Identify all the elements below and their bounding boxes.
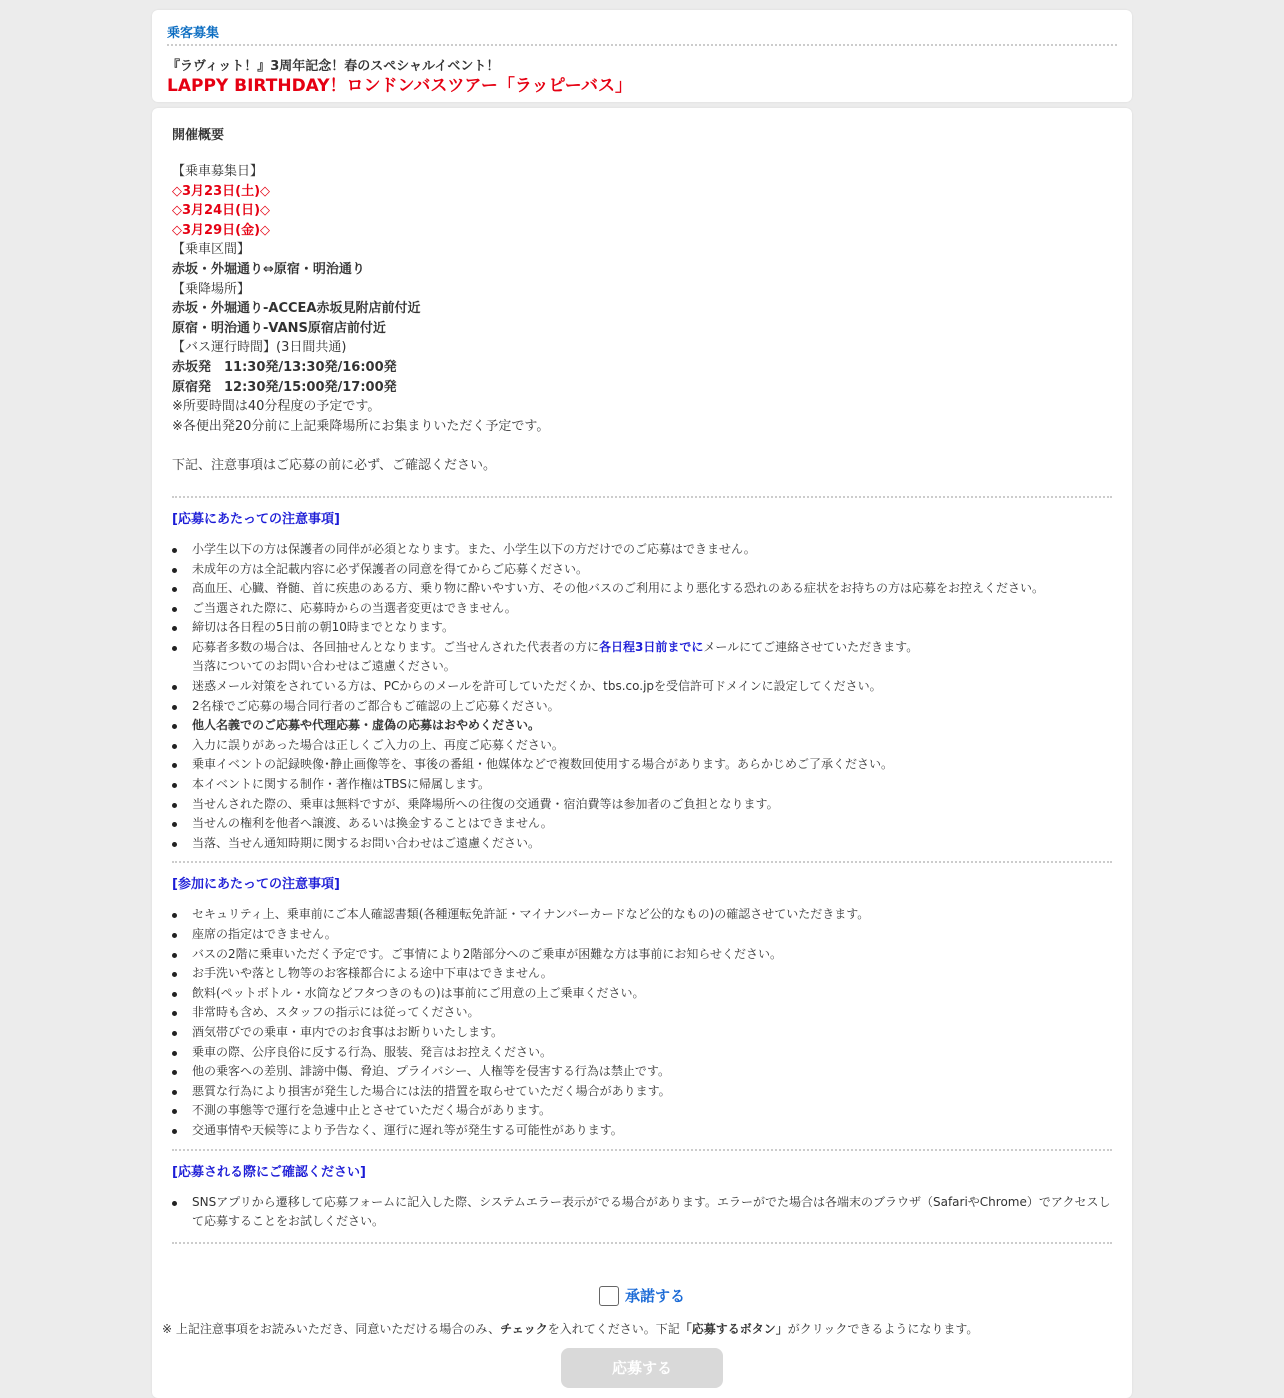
list-item: 非常時も含め、スタッフの指示には従ってください。 (192, 1003, 1112, 1023)
header-card (152, 10, 1132, 102)
application-notes-list (172, 540, 1112, 854)
date-item: ◇3月29日(金)◇ (172, 222, 271, 238)
route-value: 赤坂・外堀通り⇔原宿・明治通り (172, 261, 365, 277)
list-item: 本イベントに関する制作・著作権はTBSに帰属します。 (192, 775, 1112, 795)
lottery-deadline: 各日程3日前までに (599, 639, 704, 654)
section-label: 乗客募集 (167, 26, 220, 41)
remark: ※所要時間は40分程度の予定です。 (172, 399, 381, 415)
header-divider (167, 44, 1117, 46)
stop-label: 【乗降場所】 (172, 281, 251, 297)
list-item: 締切は各日程の5日前の朝10時までとなります。 (192, 618, 1112, 638)
event-subtitle: 『ラヴィット！』3周年記念！春のスペシャルイベント！ (167, 59, 500, 74)
list-item: お手洗いや落とし物等のお客様都合による途中下車はできません。 (192, 964, 1112, 984)
time-label: 【バス運行時間】(3日間共通) (172, 340, 347, 356)
list-item: 他の乗客への差別、誹謗中傷、脅迫、プライバシー、人権等を侵害する行為は禁止です。 (192, 1062, 1112, 1082)
overview-content (172, 124, 1112, 1244)
list-item: 悪質な行為により損害が発生した場合には法的措置を取らせていただく場合があります。 (192, 1082, 1112, 1102)
list-item: 当せんされた際の、乗車は無料ですが、乗降場所への往復の交通費・宿泊費等は参加者のご負担となります。 (192, 795, 1112, 815)
list-item: 乗車イベントの記録映像･静止画像等を、事後の番組・他媒体などで複数回使用する場合があります。あらかじめご了承ください。 (192, 755, 1112, 775)
list-item: SNSアプリから遷移して応募フォームに記入した際、システムエラー表示がでる場合があります。エラーがでた場合は各端末のブラウザ（SafariやChrome）でアクセスして応募することをお試しください。 (192, 1193, 1112, 1232)
date-item: ◇3月24日(日)◇ (172, 203, 271, 219)
agreement-note: ※ 上記注意事項をお読みいただき、同意いただける場合のみ、チェックを入れてください。下記「応募するボタン」がクリックできるようになります。 (162, 1322, 979, 1336)
list-item: 2名様でご応募の場合同行者のご都合もご確認の上ご応募ください。 (192, 697, 1112, 717)
recruit-label: 【乗車募集日】 (172, 164, 264, 179)
list-item (192, 716, 1112, 736)
list-item: 乗車の際、公序良俗に反する行為、服装、発言はお控えください。 (192, 1043, 1112, 1063)
confirm-notes-list (172, 1193, 1112, 1232)
list-item (192, 638, 1112, 677)
list-item: 迷惑メール対策をされている方は、PCからのメールを許可していただくか、tbs.co.jpを受信許可ドメインに設定してください。 (192, 677, 1112, 697)
route-label: 【乗車区間】 (172, 242, 251, 258)
time-value: 原宿発 12:30発/15:00発/17:00発 (172, 379, 397, 395)
list-item: 高血圧、心臓、脊髄、首に疾患のある方、乗り物に酔いやすい方、その他バスのご利用により悪化する恐れのある症状をお持ちの方は応募をお控えください。 (192, 579, 1112, 599)
remark: ※各便出発20分前に上記乗降場所にお集まりいただく予定です。 (172, 418, 550, 434)
participation-notes-heading: [参加にあたっての注意事項] (172, 877, 340, 893)
agree-checkbox[interactable] (599, 1286, 619, 1306)
date-item: ◇3月23日(土)◇ (172, 183, 271, 199)
note-button-emphasis: 「応募するボタン」 (679, 1322, 788, 1336)
list-item: 当落、当せん通知時期に関するお問い合わせはご遠慮ください。 (192, 834, 1112, 854)
list-item: 交通事情や天候等により予告なく、運行に遅れ等が発生する可能性があります。 (192, 1121, 1112, 1141)
bold-warning: 他人名義でのご応募や代理応募・虚偽の応募はおやめください。 (192, 718, 541, 733)
stop-value: 赤坂・外堀通り-ACCEA赤坂見附店前付近 (172, 301, 421, 317)
list-item: 不測の事態等で運行を急遽中止とさせていただく場合があります。 (192, 1101, 1112, 1121)
confirm-notes-heading: [応募される際にご確認ください] (172, 1164, 366, 1180)
note-check-emphasis: チェック (500, 1322, 548, 1336)
time-value: 赤坂発 11:30発/13:30発/16:00発 (172, 359, 397, 375)
section-divider (172, 1242, 1112, 1244)
apply-button[interactable]: 応募する (561, 1348, 723, 1388)
lottery-text: 当落についてのお問い合わせはご遠慮ください。 (192, 659, 456, 674)
list-item: 座席の指定はできません。 (192, 925, 1112, 945)
list-item: 飲料(ペットボトル・水筒などフタつきのもの)は事前にご用意の上ご乗車ください。 (192, 984, 1112, 1004)
list-item: バスの2階に乗車いただく予定です。ご事情により2階部分へのご乗車が困難な方は事前にお知らせください。 (192, 945, 1112, 965)
list-item: ご当選された際に、応募時からの当選者変更はできません。 (192, 599, 1112, 619)
list-item: 酒気帯びでの乗車・車内でのお食事はお断りいたします。 (192, 1023, 1112, 1043)
overview-heading: 開催概要 (172, 128, 225, 143)
list-item: 入力に誤りがあった場合は正しくご入力の上、再度ご応募ください。 (192, 736, 1112, 756)
lottery-text: 応募者多数の場合は、各回抽せんとなります。ご当せんされた代表者の方に (192, 639, 600, 654)
event-title: LAPPY BIRTHDAY！ロンドンバスツアー「ラッピーバス」 (167, 76, 632, 96)
list-item: 当せんの権利を他者へ譲渡、あるいは換金することはできません。 (192, 814, 1112, 834)
stop-value: 原宿・明治通り-VANS原宿店前付近 (172, 320, 386, 336)
participation-notes-list (172, 905, 1112, 1140)
confirm-note: 下記、注意事項はご応募の前に必ず、ご確認ください。 (172, 458, 496, 474)
agreement-row (152, 1285, 1132, 1311)
list-item: 未成年の方は全記載内容に必ず保護者の同意を得てからご応募ください。 (192, 560, 1112, 580)
list-item: セキュリティ上、乗車前にご本人確認書類(各種運転免許証・マイナンバーカードなど公的なもの)の確認させていただきます。 (192, 905, 1112, 925)
main-card (152, 108, 1132, 1398)
list-item: 小学生以下の方は保護者の同伴が必須となります。また、小学生以下の方だけでのご応募はできません。 (192, 540, 1112, 560)
application-notes-heading: [応募にあたっての注意事項] (172, 511, 340, 527)
agree-label[interactable]: 承諾する (624, 1287, 685, 1305)
lottery-text: メールにてご連絡させていただきます。 (703, 639, 919, 654)
